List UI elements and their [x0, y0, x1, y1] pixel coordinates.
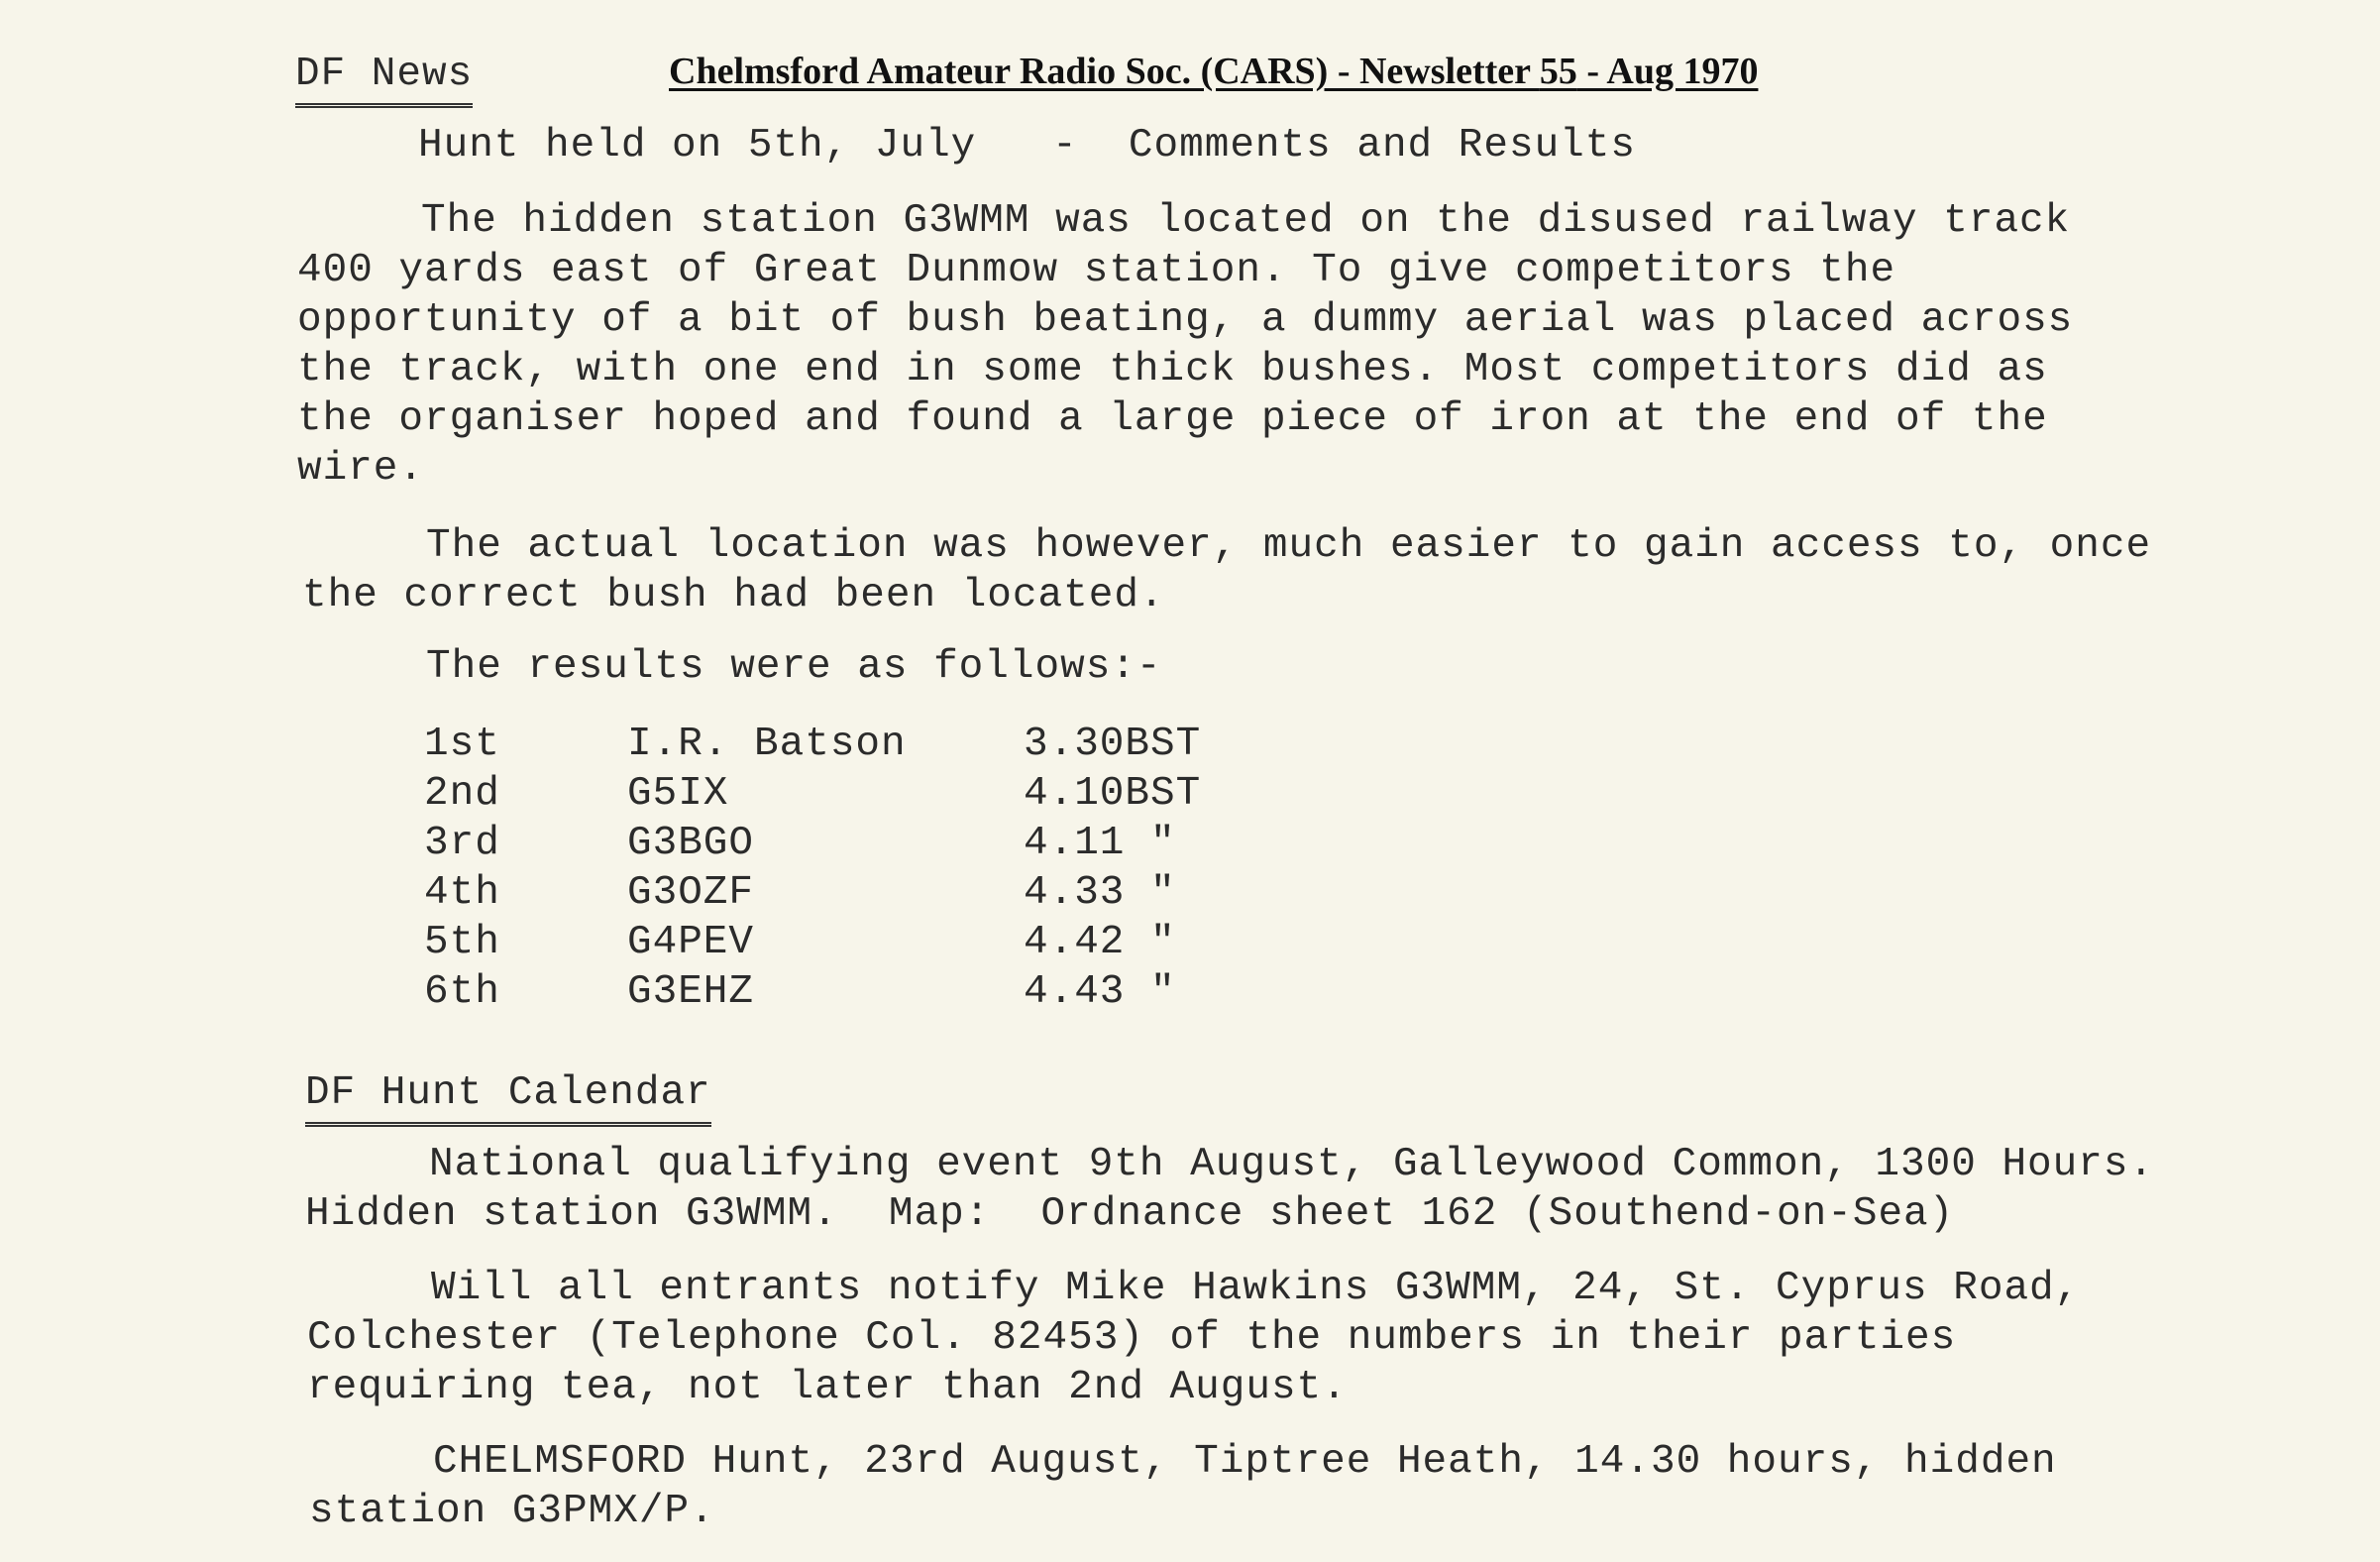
df-hunt-calendar-heading: DF Hunt Calendar: [305, 1070, 711, 1127]
results-row: [424, 920, 1201, 969]
text-line: Will all entrants notify Mike Hawkins G3WMM, 24, St. Cyprus Road,: [431, 1266, 2081, 1311]
text-line: wire.: [297, 446, 425, 492]
result-competitor: I.R. Batson: [627, 722, 907, 767]
banner-issue-number: 55: [1539, 51, 1577, 92]
text-line: the correct bush had been located.: [302, 573, 1165, 618]
text-line: The hidden station G3WMM was located on the disused railway track: [421, 198, 2071, 244]
result-time: 4.43 ": [1024, 969, 1176, 1015]
text-line: requiring tea, not later than 2nd August.: [307, 1365, 1348, 1410]
calendar-paragraph-1: [305, 1140, 2155, 1239]
banner-suffix: - Aug 1970: [1576, 51, 1759, 92]
result-time: 4.10BST: [1024, 771, 1202, 817]
results-intro: The results were as follows:-: [426, 644, 1162, 690]
results-row: [424, 870, 1201, 920]
hunt-subheading: Hunt held on 5th, July - Comments and Results: [418, 123, 1636, 168]
result-competitor: G3EHZ: [627, 969, 755, 1015]
results-row: [424, 771, 1201, 821]
text-line: the organiser hoped and found a large piece of iron at the end of the: [297, 396, 2048, 442]
results-row: [424, 722, 1201, 771]
calendar-paragraph-2: [307, 1264, 2150, 1412]
banner-prefix: Chelmsford Amateur Radio Soc. (CARS) - Newsletter: [669, 51, 1540, 92]
result-competitor: G5IX: [627, 771, 729, 817]
result-time: 3.30BST: [1024, 722, 1202, 767]
text-line: The actual location was however, much easier to gain access to, once: [426, 523, 2152, 569]
result-place: 3rd: [424, 821, 500, 866]
df-news-paragraph-2: [302, 521, 2152, 620]
results-row: [424, 969, 1201, 1019]
result-place: 4th: [424, 870, 500, 916]
results-row: [424, 821, 1201, 870]
text-line: CHELMSFORD Hunt, 23rd August, Tiptree Heath, 14.30 hours, hidden: [433, 1439, 2057, 1485]
result-place: 6th: [424, 969, 500, 1015]
text-line: Hidden station G3WMM. Map: Ordnance sheet 162 (Southend-on-Sea): [305, 1191, 1955, 1237]
result-place: 1st: [424, 722, 500, 767]
results-table: [424, 722, 1201, 1019]
df-news-heading: DF News: [295, 52, 473, 108]
result-time: 4.42 ": [1024, 920, 1176, 965]
calendar-paragraph-3: [309, 1437, 2152, 1536]
newsletter-banner: [669, 50, 1758, 93]
result-competitor: G3OZF: [627, 870, 755, 916]
text-line: 400 yards east of Great Dunmow station. To give competitors the: [297, 248, 1896, 293]
result-place: 2nd: [424, 771, 500, 817]
text-line: opportunity of a bit of bush beating, a dummy aerial was placed across: [297, 297, 2074, 343]
result-competitor: G4PEV: [627, 920, 755, 965]
result-time: 4.33 ": [1024, 870, 1176, 916]
text-line: station G3PMX/P.: [309, 1489, 715, 1534]
text-line: National qualifying event 9th August, Galleywood Common, 1300 Hours.: [429, 1142, 2155, 1187]
result-time: 4.11 ": [1024, 821, 1176, 866]
result-place: 5th: [424, 920, 500, 965]
text-line: Colchester (Telephone Col. 82453) of the numbers in their parties: [307, 1315, 1957, 1361]
result-competitor: G3BGO: [627, 821, 755, 866]
df-news-paragraph-1: [297, 196, 2140, 494]
text-line: the track, with one end in some thick bushes. Most competitors did as: [297, 347, 2048, 392]
